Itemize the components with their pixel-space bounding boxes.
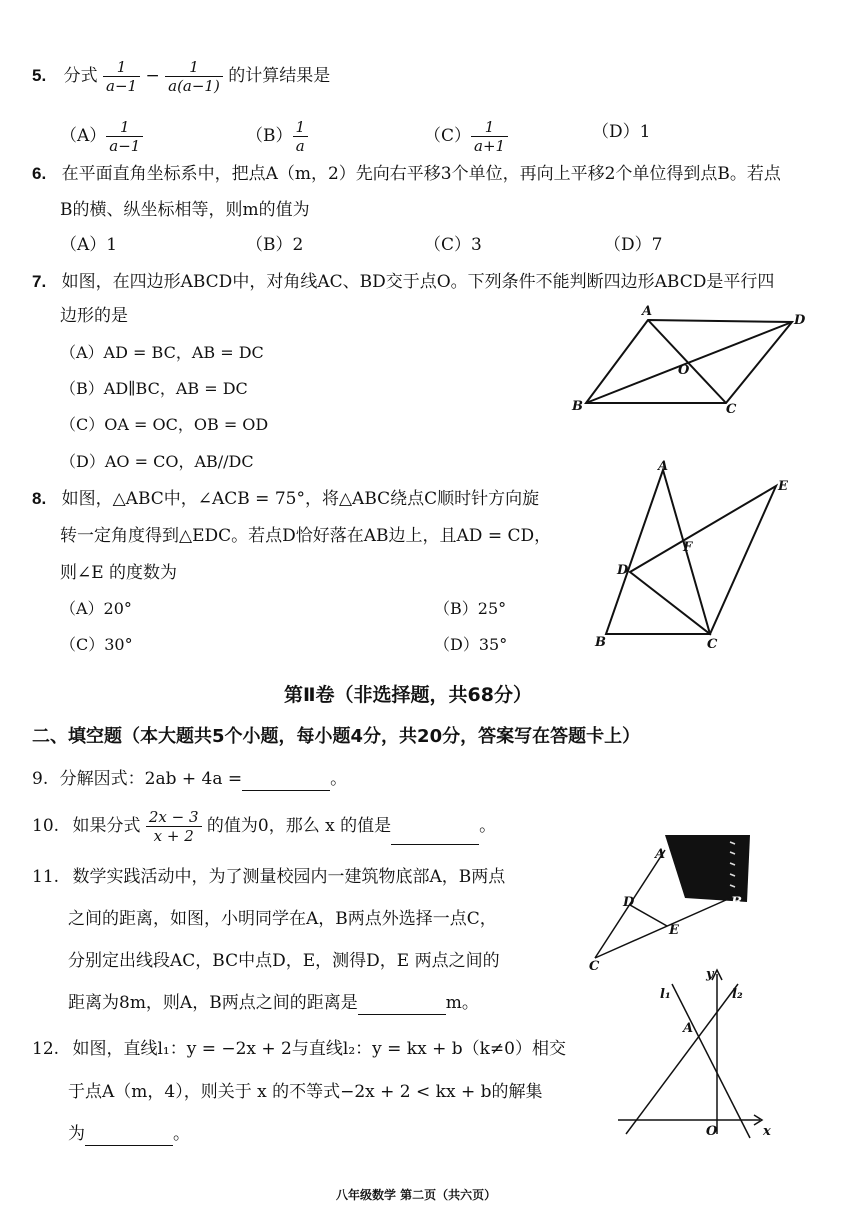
- label-a: A: [642, 304, 653, 319]
- option-b: （B）25°: [434, 599, 507, 618]
- option-a: （A）20°: [60, 599, 132, 618]
- building-distance-figure: [585, 830, 765, 975]
- label-c: C: [726, 402, 737, 417]
- question-text: 分式: [63, 66, 98, 86]
- line-l1: [672, 984, 750, 1138]
- label-b: B: [572, 399, 583, 414]
- question-number: 9.: [32, 769, 49, 789]
- option-a: （A） $\frac{1}{a-1}$: [60, 118, 143, 155]
- label-e: E: [778, 479, 788, 494]
- option-c: （C）OA = OC，OB = OD: [60, 415, 269, 434]
- label-l1: l₁: [660, 987, 671, 1002]
- question-number: 5.: [32, 66, 47, 85]
- minus-sign: −: [145, 66, 160, 86]
- part-2-title: 第Ⅱ卷（非选择题，共68分）: [284, 684, 532, 706]
- question-number: 12.: [32, 1039, 60, 1059]
- option-b: （B） $\frac{1}{a}$: [246, 118, 308, 155]
- question-5: [32, 58, 330, 95]
- fraction: $\frac{1}{a-1}$: [103, 58, 140, 95]
- question-number: 7.: [32, 272, 47, 291]
- question-number: 6.: [32, 164, 47, 183]
- option-a: （A）AD = BC，AB = DC: [60, 343, 264, 362]
- fraction: $\frac{1}{a(a-1)}$: [165, 58, 223, 95]
- building-shape: [665, 835, 750, 902]
- option-d: （D）AO = CO，AB//DC: [60, 452, 254, 471]
- option-c: （C）3: [424, 235, 482, 255]
- label-c: C: [589, 959, 600, 974]
- label-d: D: [623, 895, 635, 910]
- question-text: 的值为0，那么 x 的值是: [206, 816, 392, 836]
- question-12-line3: [68, 1122, 190, 1146]
- fraction: $\frac{2x - 3}{x + 2}$: [146, 808, 202, 845]
- option-c: （C） $\frac{1}{a+1}$: [424, 118, 508, 155]
- option-d: （D）7: [604, 235, 663, 255]
- label-d: D: [794, 313, 806, 328]
- diagonal-ac: [648, 320, 726, 403]
- triangle-abc: [606, 470, 710, 634]
- coordinate-figure: [610, 962, 790, 1142]
- answer-blank: [391, 826, 479, 845]
- question-10: [32, 808, 496, 845]
- question-text: 如图，△ABC中，∠ACB = 75°，将△ABC绕点C顺时针方向旋: [61, 489, 540, 509]
- option-c: （C）30°: [60, 635, 133, 654]
- label-b: B: [595, 635, 606, 650]
- section-2-title: 二、填空题（本大题共5个小题，每小题4分，共20分，答案写在答题卡上）: [32, 726, 641, 747]
- option-d: （D）1: [592, 122, 651, 142]
- label-o: O: [678, 363, 690, 378]
- label-a: A: [658, 459, 669, 474]
- question-8-line2: 转一定角度得到△EDC。若点D恰好落在AB边上，且AD = CD，: [60, 526, 552, 546]
- label-f: F: [683, 540, 693, 555]
- option-b: （B）AD∥BC，AB = DC: [60, 379, 248, 398]
- option-d: （D）35°: [434, 635, 508, 654]
- question-text: 如图，在四边形ABCD中，对角线AC、BD交于点O。下列条件不能判断四边形ABCD是平行四: [61, 272, 775, 292]
- page-footer: 八年级数学 第二页（共六页）: [336, 1188, 497, 1202]
- question-11-line4: [68, 991, 479, 1015]
- question-6-line2: B的横、纵坐标相等，则m的值为: [60, 200, 310, 220]
- label-l2: l₂: [732, 987, 743, 1002]
- parallelogram-figure: [560, 300, 820, 420]
- question-number: 10.: [32, 816, 60, 836]
- question-11: [32, 865, 505, 889]
- question-text: 的计算结果是: [228, 66, 331, 86]
- segment-bc: [595, 896, 735, 958]
- rotation-figure: [590, 458, 800, 658]
- question-9: [32, 767, 347, 791]
- label-a: A: [655, 847, 666, 862]
- question-number: 11.: [32, 867, 60, 887]
- question-11-line2: 之间的距离，如图，小明同学在A，B两点外选择一点C，: [68, 909, 497, 929]
- label-b: B: [731, 895, 742, 910]
- question-8-line3: 则∠E 的度数为: [60, 563, 178, 583]
- period: 。: [479, 816, 497, 836]
- label-x: x: [763, 1124, 771, 1139]
- question-8: [32, 487, 539, 511]
- option-a: （A）1: [60, 235, 118, 255]
- question-text: 距离为8m，则A，B两点之间的距离是: [68, 993, 358, 1013]
- question-6: [32, 162, 781, 186]
- question-12: [32, 1037, 566, 1061]
- period: 。: [330, 769, 348, 789]
- question-12-line2: 于点A（m，4），则关于 x 的不等式−2x + 2 < kx + b的解集: [68, 1082, 543, 1102]
- label-d: D: [617, 563, 629, 578]
- question-text: 分解因式：2ab + 4a =: [59, 769, 243, 789]
- period: 。: [173, 1124, 190, 1144]
- answer-blank: [85, 1127, 173, 1146]
- question-number: 8.: [32, 489, 47, 508]
- question-7-line2: 边形的是: [60, 306, 128, 326]
- question-11-line3: 分别定出线段AC，BC中点D，E，测得D，E 两点之间的: [68, 951, 500, 971]
- question-text: 如图，直线l₁：y = −2x + 2与直线l₂：y = kx + b（k≠0）相交: [72, 1039, 566, 1059]
- answer-blank: [358, 996, 446, 1015]
- question-text: 如果分式: [72, 816, 141, 836]
- label-o: O: [706, 1124, 718, 1139]
- segment-de: [630, 905, 667, 926]
- label-c: C: [707, 637, 718, 652]
- option-b: （B）2: [246, 235, 304, 255]
- question-text: 在平面直角坐标系中，把点A（m，2）先向右平移3个单位，再向上平移2个单位得到点B。若点: [61, 164, 781, 184]
- question-text: 为: [68, 1124, 85, 1144]
- line-l2: [626, 984, 738, 1134]
- label-e: E: [669, 923, 679, 938]
- question-text: 数学实践活动中，为了测量校园内一建筑物底部A，B两点: [72, 867, 506, 887]
- answer-blank: [242, 772, 330, 791]
- question-7: [32, 270, 774, 294]
- label-a: A: [683, 1021, 694, 1036]
- label-y: y: [706, 967, 714, 982]
- unit: m。: [445, 993, 479, 1013]
